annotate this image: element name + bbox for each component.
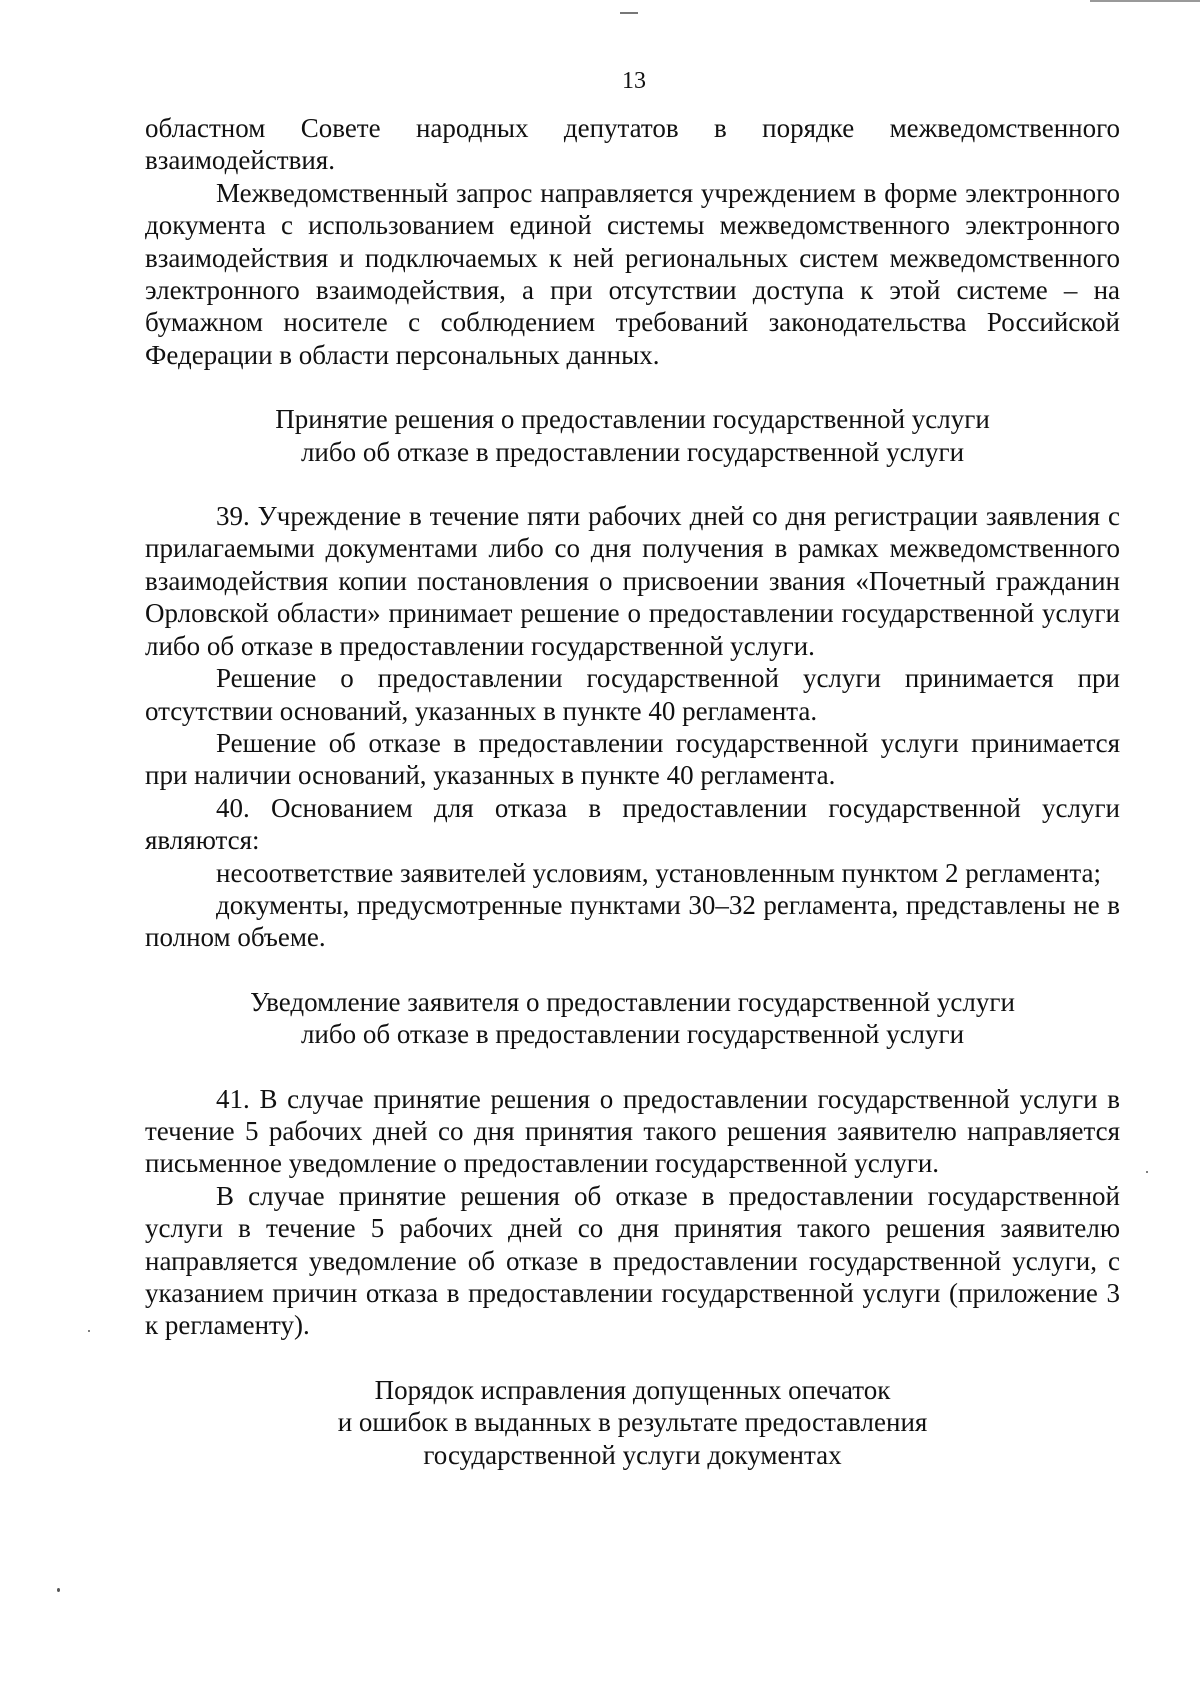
scan-artifact-dot: [1146, 1171, 1148, 1173]
page-number: 13: [622, 68, 646, 94]
scan-artifact-dot: [57, 1588, 60, 1592]
paragraph: областном Совете народных депутатов в порядке межведомственного взаимодействия.: [145, 113, 1120, 176]
paragraph: В случае принятие решения об отказе в предоставлении государственной услуги в течение 5 рабочих дней со дня принятия такого решения заявителю направляется уведомление об отказе в предоставлении государственной услуги, с указанием причин отказа в предоставлении государственной услуги (приложение 3 к регламенту).: [145, 1180, 1120, 1341]
section-heading: [145, 1374, 1120, 1471]
paragraph: 41. В случае принятие решения о предоставлении государственной услуги в течение 5 рабочих дней со дня принятия такого решения заявителю направляется письменное уведомление о предоставлении государственной услуги.: [145, 1083, 1120, 1179]
heading-line: либо об отказе в предоставлении государственной услуги: [300, 436, 965, 467]
paragraph: Решение об отказе в предоставлении государственной услуги принимается при наличии оснований, указанных в пункте 40 регламента.: [145, 727, 1120, 791]
paragraph: несоответствие заявителей условиям, установленным пунктом 2 регламента;: [216, 857, 1102, 888]
paragraph: документы, предусмотренные пунктами 30–32 регламента, представлены не в полном объеме.: [145, 889, 1120, 953]
document-body: [145, 112, 1120, 1471]
heading-line: Уведомление заявителя о предоставлении государственной услуги: [250, 986, 1015, 1017]
heading-line: и ошибок в выданных в результате предоставления: [337, 1407, 928, 1438]
scan-artifact-dash: [620, 12, 638, 14]
paragraph: 39. Учреждение в течение пяти рабочих дней со дня регистрации заявления с прилагаемыми документами либо со дня получения в рамках межведомственного взаимодействия копии постановления о присвоении звания «Почетный гражданин Орловской области» принимает решение о предоставлении государственной услуги либо об отказе в предоставлении государственной услуги.: [145, 501, 1120, 661]
section-heading: [145, 986, 1120, 1051]
paragraph: Межведомственный запрос направляется учреждением в форме электронного документа с использованием единой системы межведомственного электронного взаимодействия и подключаемых к ней региональных систем межведомственного электронного взаимодействия, а при отсутствии доступа к этой системе – на бумажном носителе с соблюдением требований законодательства Российской Федерации в области персональных данных.: [145, 177, 1120, 370]
paragraph: Решение о предоставлении государственной услуги принимается при отсутствии оснований, указанных в пункте 40 регламента.: [145, 663, 1120, 726]
scan-artifact-line: [1090, 0, 1200, 2]
heading-line: Порядок исправления допущенных опечаток: [374, 1374, 891, 1405]
section-heading: [145, 403, 1120, 468]
heading-line: государственной услуги документах: [423, 1439, 842, 1470]
scan-artifact-dot: [88, 1330, 90, 1332]
heading-line: Принятие решения о предоставлении государственной услуги: [275, 404, 990, 435]
paragraph: 40. Основанием для отказа в предоставлении государственной услуги являются:: [145, 792, 1120, 856]
heading-line: либо об отказе в предоставлении государственной услуги: [300, 1019, 965, 1050]
